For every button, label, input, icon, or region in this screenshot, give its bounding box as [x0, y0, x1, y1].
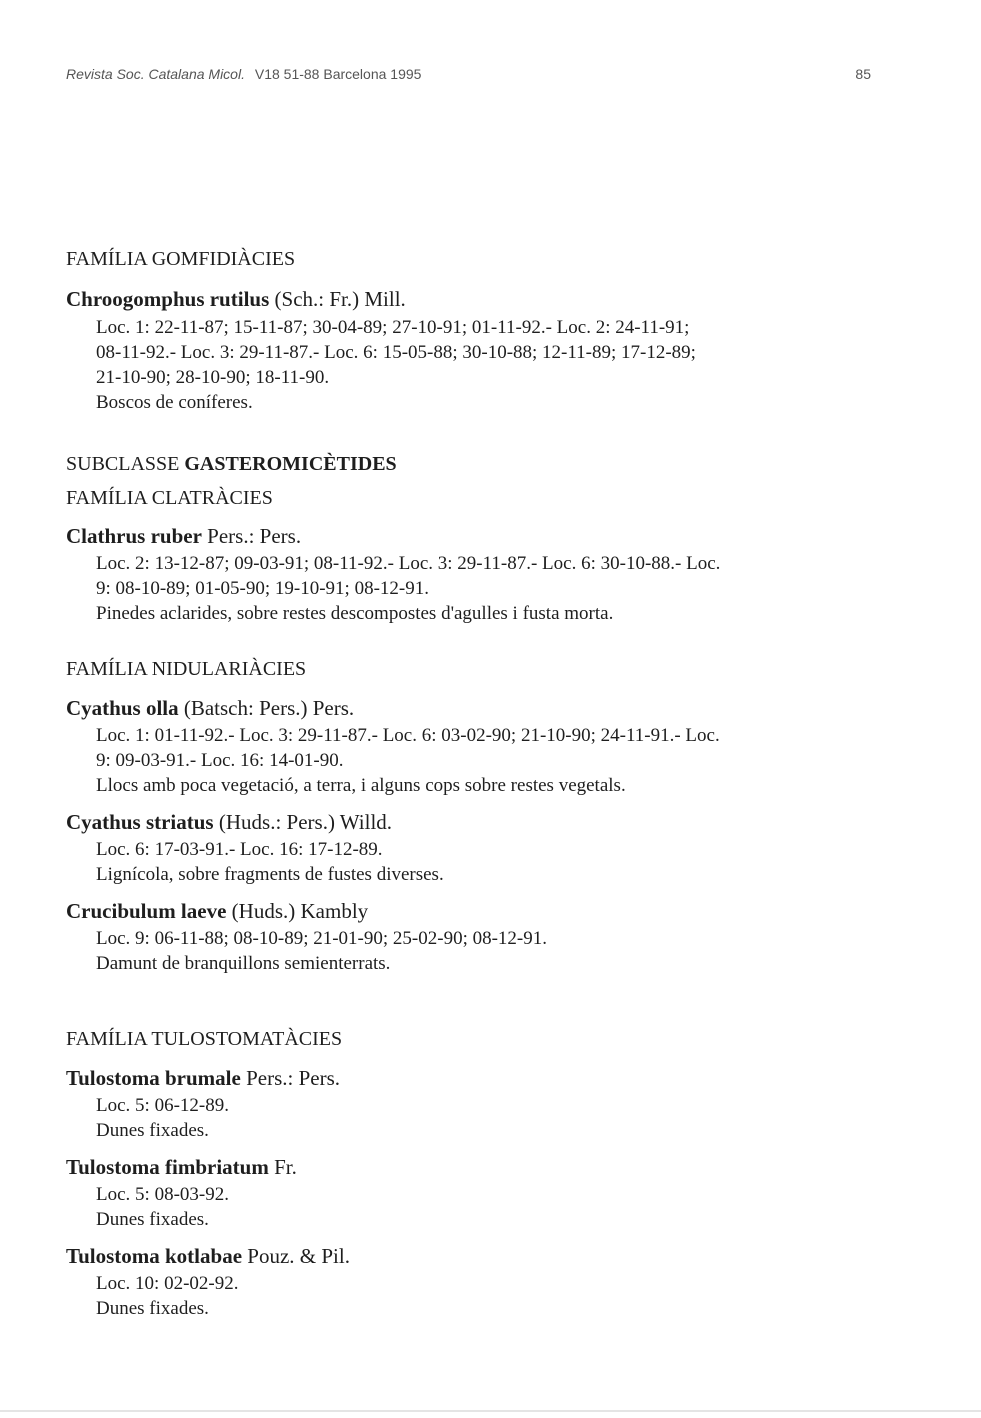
habitat-line: Llocs amb poca vegetació, a terra, i alguns cops sobre restes vegetals. — [96, 775, 626, 796]
species-title — [66, 522, 886, 550]
subclass-name: GASTEROMICÈTIDES — [184, 453, 397, 475]
volume-info: V18 51-88 Barcelona 1995 — [254, 66, 422, 82]
species-name: Cyathus olla — [66, 696, 179, 720]
locality-line: 9: 09-03-91.- Loc. 16: 14-01-90. — [96, 750, 344, 771]
locality-line: Loc. 6: 17-03-91.- Loc. 16: 17-12-89. — [96, 839, 383, 860]
locality-line: 9: 08-10-89; 01-05-90; 19-10-91; 08-12-91. — [96, 578, 429, 599]
species-title — [66, 808, 886, 836]
locality-line: Loc. 5: 06-12-89. — [96, 1095, 229, 1116]
species-name: Cyathus striatus — [66, 810, 214, 834]
habitat-line: Dunes fixades. — [96, 1298, 209, 1319]
species-name: Tulostoma kotlabae — [66, 1244, 243, 1268]
species-author: (Sch.: Fr.) Mill. — [269, 287, 406, 311]
species-author: Pouz. & Pil. — [242, 1244, 350, 1268]
habitat-line: Pinedes aclarides, sobre restes descompostes d'agulles i fusta morta. — [96, 603, 614, 624]
species-tulostoma-kotlabae — [66, 1242, 886, 1321]
species-chroogomphus-rutilus — [66, 285, 886, 415]
species-tulostoma-brumale — [66, 1064, 886, 1143]
locality-line: Loc. 1: 01-11-92.- Loc. 3: 29-11-87.- Loc. 6: 03-02-90; 21-10-90; 24-11-91.- Loc. — [96, 725, 720, 746]
species-cyathus-olla — [66, 694, 886, 798]
species-title — [66, 897, 886, 925]
locality-line: Loc. 10: 02-02-92. — [96, 1273, 239, 1294]
locality-line: Loc. 2: 13-12-87; 09-03-91; 08-11-92.- Loc. 3: 29-11-87.- Loc. 6: 30-10-88.- Loc. — [96, 553, 721, 574]
family-heading-clatracies: FAMÍLIA CLATRÀCIES — [66, 487, 273, 509]
locality-line: Loc. 5: 08-03-92. — [96, 1184, 229, 1205]
page-bottom-edge — [0, 1410, 981, 1412]
species-title — [66, 694, 886, 722]
species-author: (Huds.) Kambly — [226, 899, 369, 923]
subclass-heading — [66, 451, 886, 477]
species-name: Crucibulum laeve — [66, 899, 227, 923]
habitat-line: Damunt de branquillons semienterrats. — [96, 953, 391, 974]
family-heading-gomfidiacies: FAMÍLIA GOMFIDIÀCIES — [66, 248, 296, 270]
article-body — [66, 246, 886, 1321]
locality-line: 08-11-92.- Loc. 3: 29-11-87.- Loc. 6: 15-05-88; 30-10-88; 12-11-89; 17-12-89; — [96, 342, 696, 363]
species-author: Fr. — [268, 1155, 297, 1179]
species-name: Chroogomphus rutilus — [66, 287, 270, 311]
species-author: Pers.: Pers. — [201, 524, 302, 548]
family-heading-nidulariacies: FAMÍLIA NIDULARIÀCIES — [66, 658, 307, 680]
family-heading-tulostomatacies: FAMÍLIA TULOSTOMATÀCIES — [66, 1028, 343, 1050]
species-cyathus-striatus — [66, 808, 886, 887]
species-author: (Huds.: Pers.) Willd. — [213, 810, 393, 834]
habitat-line: Dunes fixades. — [96, 1120, 209, 1141]
species-title — [66, 1153, 886, 1181]
locality-line: Loc. 1: 22-11-87; 15-11-87; 30-04-89; 27-10-91; 01-11-92.- Loc. 2: 24-11-91; — [96, 317, 690, 338]
species-name: Clathrus ruber — [66, 524, 202, 548]
running-header — [66, 66, 871, 82]
journal-name: Revista Soc. Catalana Micol. — [66, 66, 245, 82]
species-name: Tulostoma fimbriatum — [66, 1155, 269, 1179]
species-author: Pers.: Pers. — [240, 1066, 341, 1090]
species-title — [66, 285, 886, 313]
habitat-line: Lignícola, sobre fragments de fustes diverses. — [96, 864, 444, 885]
habitat-line: Boscos de coníferes. — [96, 392, 253, 413]
species-name: Tulostoma brumale — [66, 1066, 241, 1090]
species-author: (Batsch: Pers.) Pers. — [178, 696, 355, 720]
species-title — [66, 1064, 886, 1092]
species-tulostoma-fimbriatum — [66, 1153, 886, 1232]
page-number: 85 — [855, 66, 871, 82]
locality-line: 21-10-90; 28-10-90; 18-11-90. — [96, 367, 330, 388]
species-clathrus-ruber — [66, 522, 886, 626]
habitat-line: Dunes fixades. — [96, 1209, 209, 1230]
locality-line: Loc. 9: 06-11-88; 08-10-89; 21-01-90; 25-02-90; 08-12-91. — [96, 928, 547, 949]
subclass-prefix: SUBCLASSE — [66, 453, 185, 475]
species-title — [66, 1242, 886, 1270]
species-crucibulum-laeve — [66, 897, 886, 976]
